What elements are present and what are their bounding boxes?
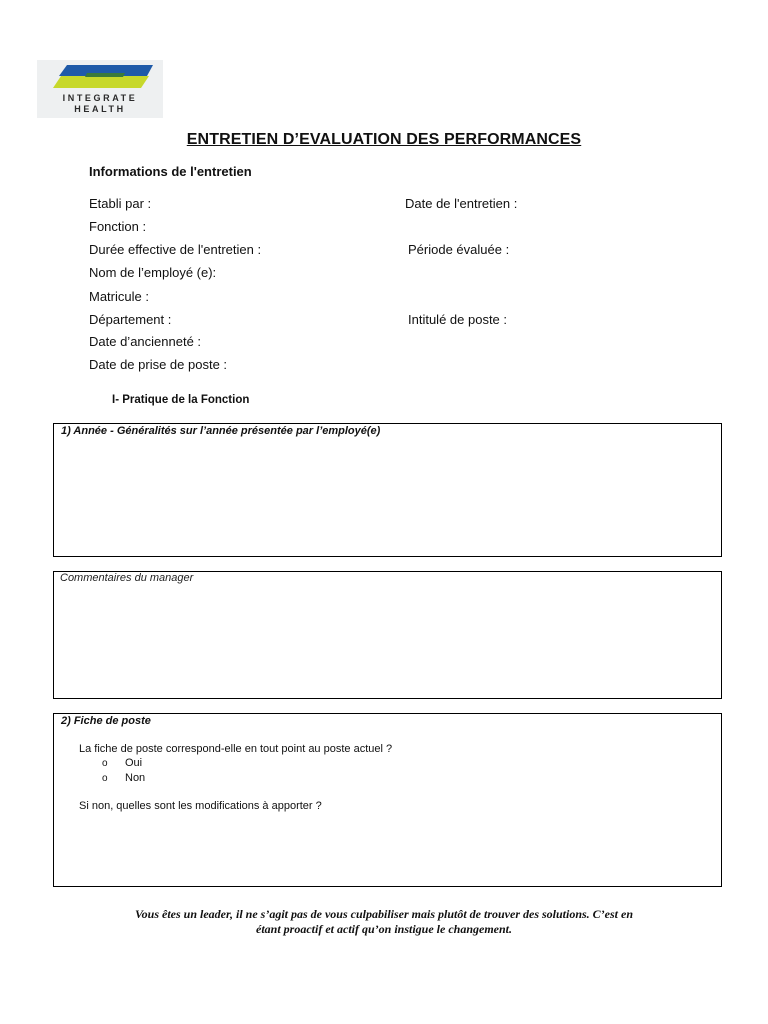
field-periode-evaluee: Période évaluée : xyxy=(408,242,510,257)
manager-comments-box[interactable] xyxy=(53,571,722,699)
option-oui[interactable]: Oui xyxy=(125,757,143,769)
field-departement: Département : xyxy=(89,312,172,327)
footer-quote-line2: étant proactif et actif qu’on instigue le changement. xyxy=(256,922,512,936)
logo-text-line2: HEALTH xyxy=(74,104,126,114)
option-non[interactable]: Non xyxy=(125,772,146,784)
field-nom-employe: Nom de l’employé (e): xyxy=(89,265,217,280)
annee-generalites-heading: 1) Année - Généralités sur l’année présentée par l’employé(e) xyxy=(61,425,381,437)
company-logo xyxy=(37,60,163,118)
field-matricule: Matricule : xyxy=(89,289,149,304)
field-etabli-par: Etabli par : xyxy=(89,196,152,211)
option-bullet-icon: o xyxy=(102,758,108,769)
annee-generalites-box[interactable] xyxy=(53,423,722,557)
logo-text-line1: INTEGRATE xyxy=(62,93,138,103)
manager-comments-label: Commentaires du manager xyxy=(60,572,194,584)
field-fonction: Fonction : xyxy=(89,219,147,234)
logo-mark-icon xyxy=(49,64,153,90)
footer-quote-line1: Vous êtes un leader, il ne s’agit pas de vous culpabiliser mais plutôt de trouver des solutions. C’est en xyxy=(134,907,634,921)
modifications-question: Si non, quelles sont les modifications à apporter ? xyxy=(79,800,322,812)
document-title: ENTRETIEN D’EVALUATION DES PERFORMANCES xyxy=(186,131,582,148)
field-duree-entretien: Durée effective de l'entretien : xyxy=(89,242,262,257)
field-date-entretien: Date de l'entretien : xyxy=(405,196,518,211)
fiche-de-poste-box[interactable] xyxy=(53,713,722,887)
footer-quote xyxy=(0,907,768,937)
interview-info-heading: Informations de l'entretien xyxy=(89,164,252,179)
option-bullet-icon: o xyxy=(102,773,108,784)
field-date-prise-poste: Date de prise de poste : xyxy=(89,357,228,372)
fiche-poste-question: La fiche de poste correspond-elle en tout point au poste actuel ? xyxy=(79,743,393,755)
field-intitule-poste: Intitulé de poste : xyxy=(408,312,508,327)
fiche-de-poste-heading: 2) Fiche de poste xyxy=(61,715,151,727)
field-date-anciennete: Date d’ancienneté : xyxy=(89,334,202,349)
section-pratique-fonction-heading: I- Pratique de la Fonction xyxy=(112,394,250,406)
